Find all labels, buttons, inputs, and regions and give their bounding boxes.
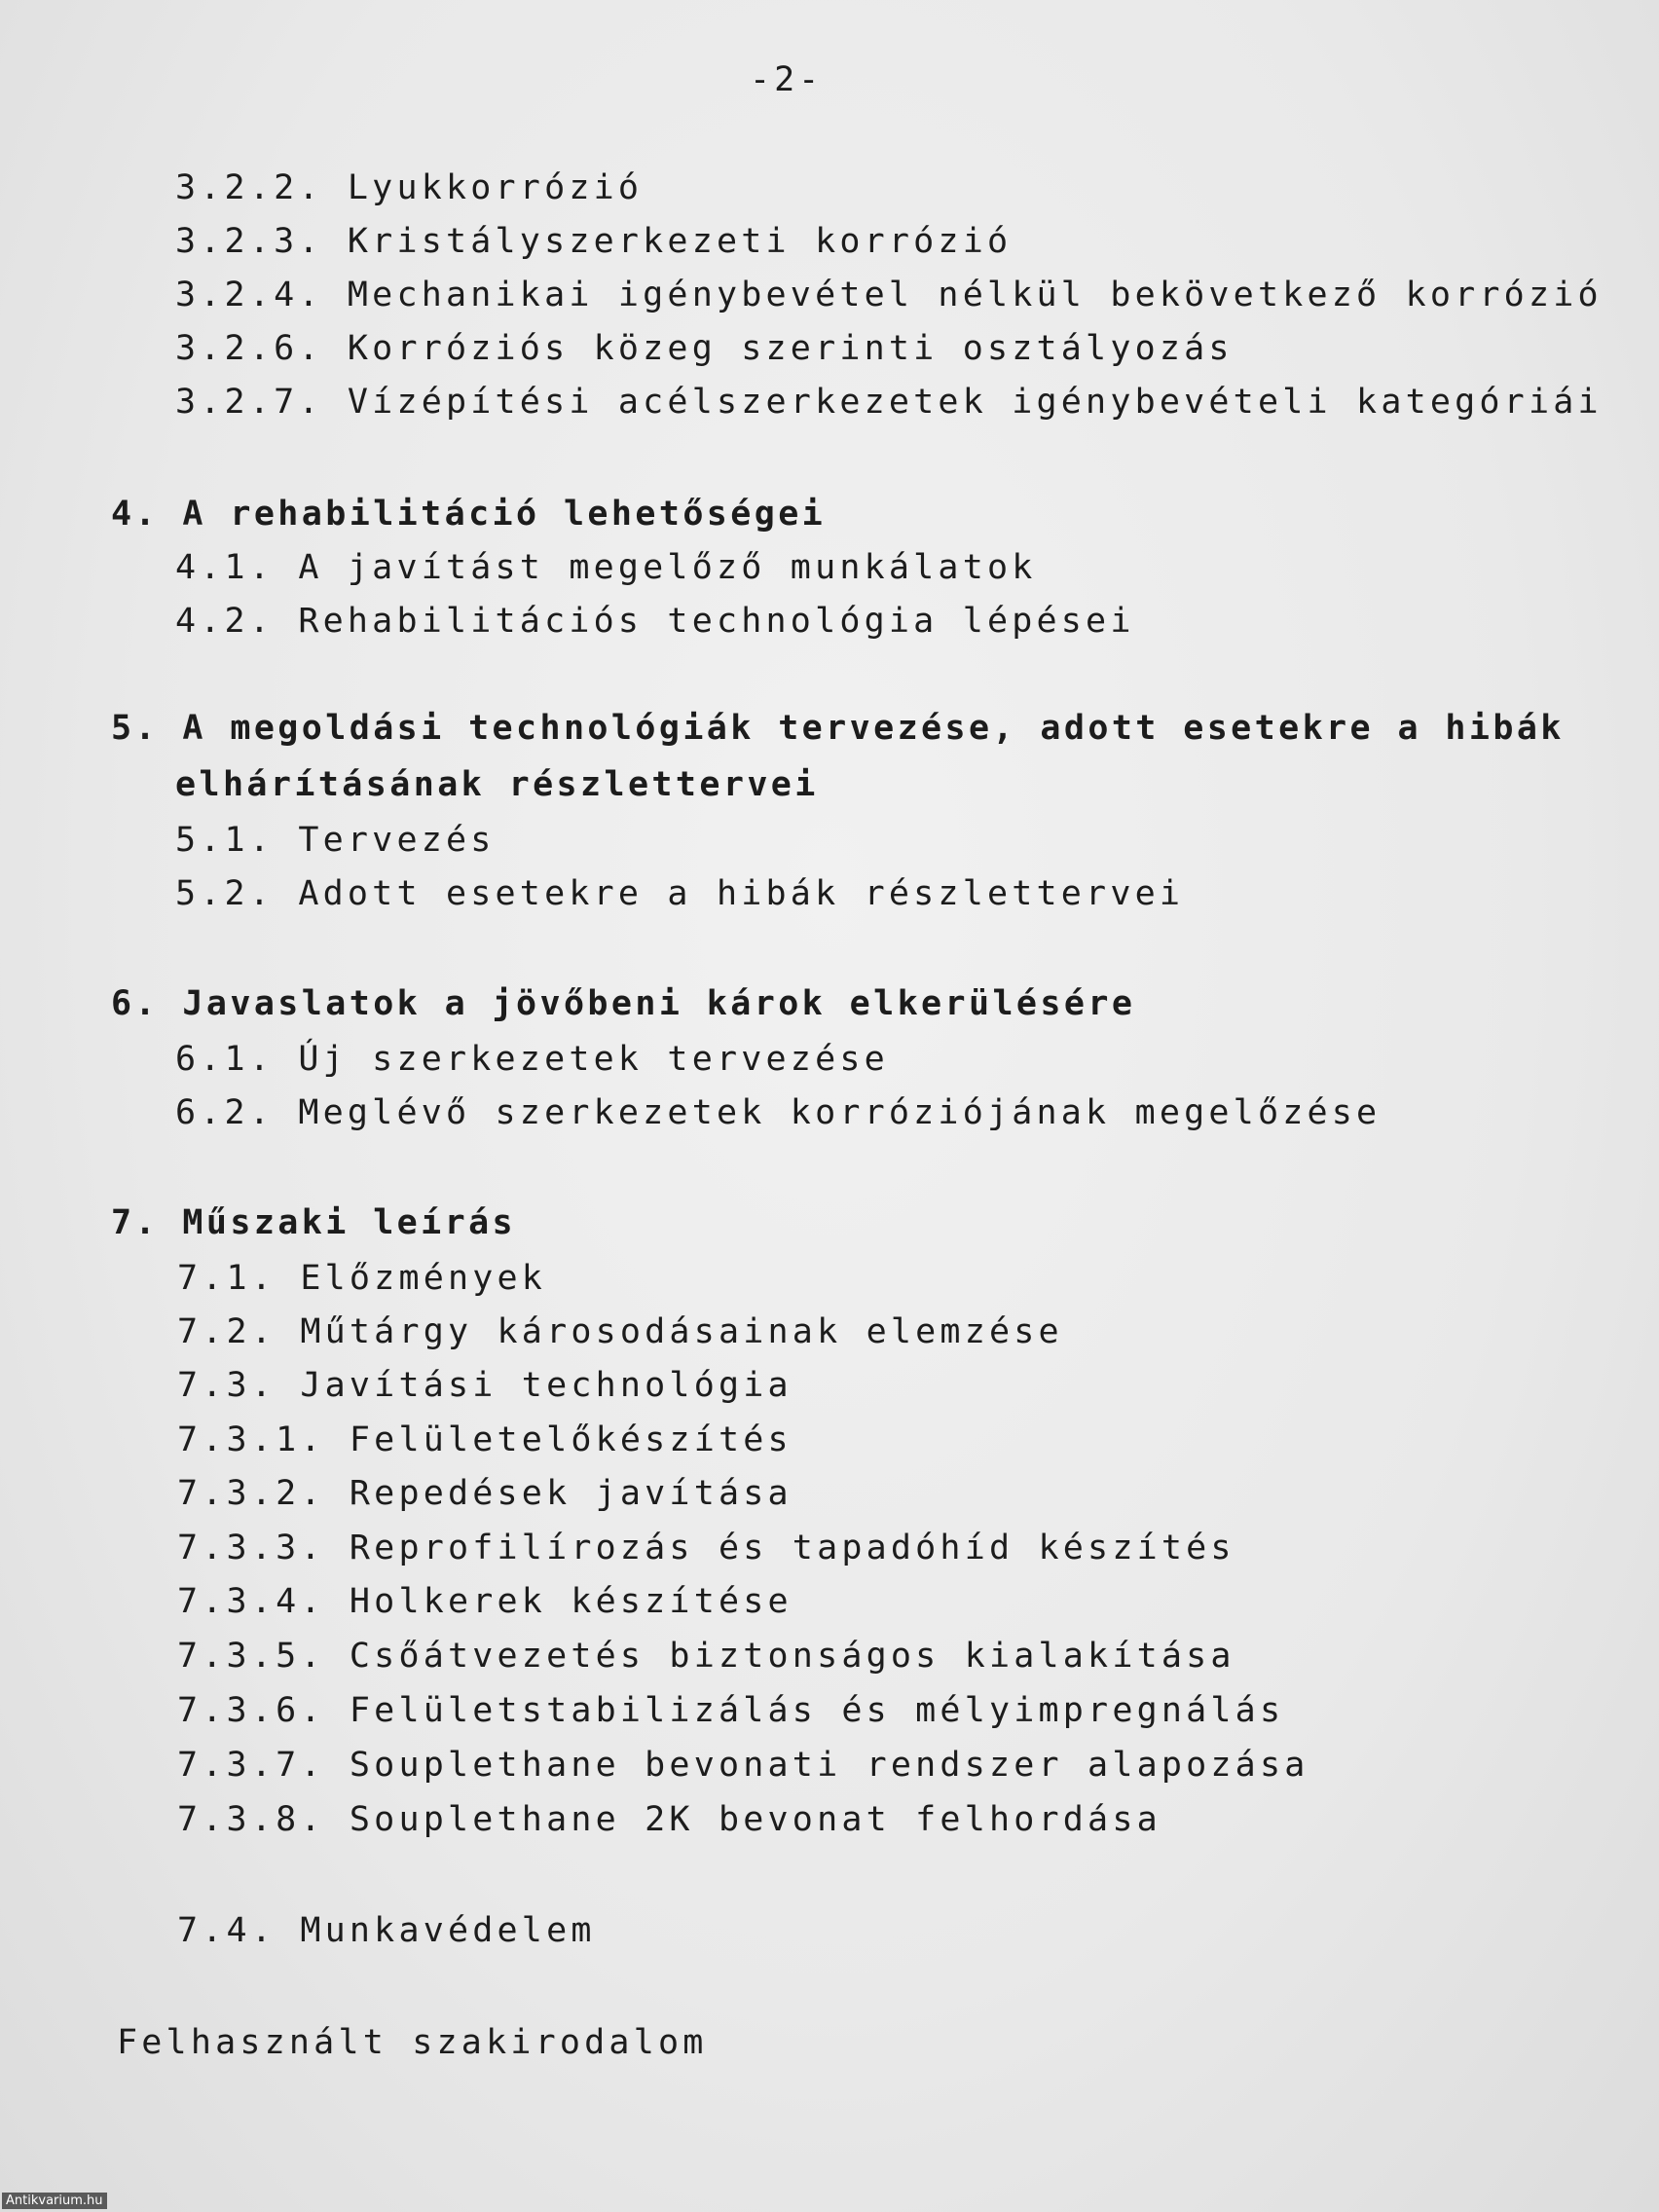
toc-entry-7-3-4: 7.3.4. Holkerek készítése [177,1582,793,1621]
toc-entry-7-3-6: 7.3.6. Felületstabilizálás és mélyimpregnálás [177,1691,1285,1730]
toc-entry-6-1: 6.1. Új szerkezetek tervezése [175,1040,889,1079]
toc-entry-3-2-7: 3.2.7. Vízépítési acélszerkezetek igénybevételi kategóriái [175,383,1603,422]
toc-chapter-7: 7. Műszaki leírás [111,1203,517,1242]
toc-entry-4-2: 4.2. Rehabilitációs technológia lépései [175,602,1135,641]
toc-entry-7-3-3: 7.3.3. Reprofilírozás és tapadóhíd készítés [177,1529,1235,1567]
toc-chapter-6: 6. Javaslatok a jövőbeni károk elkerülésére [111,984,1136,1023]
toc-chapter-5: 5. A megoldási technológiák tervezése, adott esetekre a hibák [111,709,1565,748]
toc-entry-6-2: 6.2. Meglévő szerkezetek korróziójának megelőzése [175,1093,1382,1132]
toc-chapter-4: 4. A rehabilitáció lehetőségei [111,495,827,534]
toc-entry-7-2: 7.2. Műtárgy károsodásainak elemzése [177,1312,1063,1351]
watermark-label: Antikvarium.hu [2,2193,107,2209]
toc-entry-7-4: 7.4. Munkavédelem [177,1911,596,1950]
toc-entry-3-2-3: 3.2.3. Kristályszerkezeti korrózió [175,222,1013,261]
toc-entry-3-2-6: 3.2.6. Korróziós közeg szerinti osztályozás [175,329,1234,368]
toc-entry-7-3: 7.3. Javítási technológia [177,1366,793,1405]
toc-entry-7-3-7: 7.3.7. Souplethane bevonati rendszer alapozása [177,1746,1309,1785]
toc-entry-7-3-1: 7.3.1. Felületelőkészítés [177,1420,793,1459]
toc-entry-5-2: 5.2. Adott esetekre a hibák részlettervei [175,874,1185,913]
toc-entry-3-2-2: 3.2.2. Lyukkorrózió [175,168,644,207]
toc-entry-3-2-4: 3.2.4. Mechanikai igénybevétel nélkül bekövetkező korrózió [175,276,1603,314]
toc-entry-7-3-8: 7.3.8. Souplethane 2K bevonat felhordása [177,1800,1161,1839]
toc-entry-7-3-2: 7.3.2. Repedések javítása [177,1474,793,1513]
toc-entry-4-1: 4.1. A javítást megelőző munkálatok [175,548,1037,587]
toc-entry-7-3-5: 7.3.5. Csőátvezetés biztonságos kialakítása [177,1637,1235,1676]
toc-entry-5-1: 5.1. Tervezés [175,821,496,860]
toc-references: Felhasznált szakirodalom [117,2023,708,2062]
page-number: -2- [750,60,824,99]
toc-chapter-5-continued: elhárításának részlettervei [175,765,819,804]
toc-entry-7-1: 7.1. Előzmények [177,1259,547,1298]
